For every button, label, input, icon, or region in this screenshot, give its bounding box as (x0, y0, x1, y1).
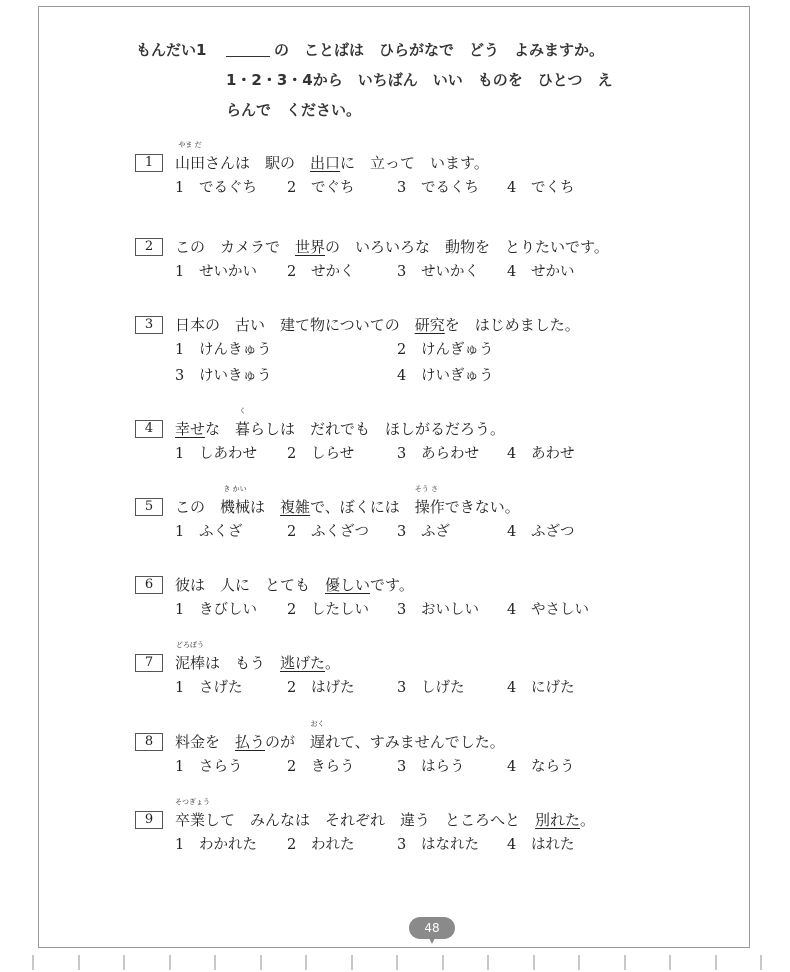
ruby-word (220, 485, 251, 518)
stem-text: れて、すみませんでした。 (325, 733, 505, 751)
stem-text: な (205, 420, 236, 438)
stem-text: らしは だれでも ほしがるだろう。 (250, 420, 506, 438)
ruby-base: 遅 (310, 733, 326, 751)
instruction-line-2: 1・2・3・4から いちばん いい ものを ひとつ え (226, 71, 613, 89)
underlined-target-word: 別れた (535, 811, 581, 829)
option-text: わかれた (199, 837, 257, 853)
options-row (135, 260, 695, 284)
answer-option-2[interactable] (287, 520, 369, 541)
option-text: あらわせ (421, 446, 479, 462)
options-row (135, 676, 695, 700)
option-number: 4 (397, 368, 407, 384)
option-text: でぐち (311, 180, 355, 196)
answer-option-4[interactable] (507, 755, 575, 776)
question-number-box: 2 (135, 238, 163, 256)
option-number: 2 (287, 680, 297, 696)
option-number: 1 (175, 759, 185, 775)
tick-mark (624, 955, 626, 970)
option-text: きらう (311, 759, 355, 775)
option-number: 4 (507, 446, 517, 462)
ruby-base: 機械 (220, 498, 251, 516)
ruby-word (310, 720, 326, 753)
option-number: 1 (175, 524, 185, 540)
stem-text: この (175, 498, 221, 516)
tick-mark (487, 955, 489, 970)
option-text: けいきゅう (199, 368, 272, 384)
option-text: きびしい (199, 602, 257, 618)
furigana: おく (310, 720, 325, 728)
option-text: せいかく (421, 264, 479, 280)
ruby-word (175, 141, 206, 174)
instructions (136, 35, 656, 125)
option-text: でるぐち (199, 180, 257, 196)
ruby-base: 泥棒 (175, 654, 206, 672)
question-stem (175, 574, 414, 596)
option-text: でくち (531, 180, 575, 196)
question-line (135, 720, 695, 753)
question-2 (135, 236, 695, 284)
question-line (135, 485, 695, 518)
instruction-line-1 (136, 35, 656, 65)
option-text: しらせ (311, 446, 355, 462)
answer-option-1[interactable] (175, 442, 257, 463)
options-row (135, 833, 695, 857)
option-text: ふざ (421, 524, 450, 540)
answer-option-3[interactable] (397, 598, 479, 619)
answer-option-3[interactable] (397, 442, 479, 463)
option-number: 4 (507, 837, 517, 853)
option-text: ふくざつ (311, 524, 369, 540)
stem-text: 料金を (175, 733, 236, 751)
option-number: 2 (287, 524, 297, 540)
tick-mark (305, 955, 307, 970)
furigana: き かい (223, 485, 247, 493)
question-stem (175, 407, 506, 440)
question-line (135, 236, 695, 258)
question-stem (175, 720, 505, 753)
tick-mark (214, 955, 216, 970)
tick-mark (123, 955, 125, 970)
option-number: 2 (287, 264, 297, 280)
option-text: あわせ (531, 446, 575, 462)
tick-mark (760, 955, 762, 970)
question-6 (135, 574, 695, 622)
answer-option-1[interactable] (175, 755, 243, 776)
tick-mark (442, 955, 444, 970)
answer-option-1[interactable] (175, 598, 257, 619)
option-text: けいぎゅう (421, 368, 494, 384)
tick-mark (578, 955, 580, 970)
option-text: ならう (531, 759, 575, 775)
option-number: 2 (287, 759, 297, 775)
ruby-base: 暮 (235, 420, 251, 438)
stem-text: です。 (370, 576, 414, 594)
furigana: どろぼう (176, 641, 204, 649)
stem-text: は もう (205, 654, 281, 672)
question-number-box: 1 (135, 154, 163, 172)
option-number: 3 (397, 602, 407, 618)
question-number-box: 7 (135, 654, 163, 672)
stem-text: で、ぼくには (310, 498, 415, 516)
question-number-box: 4 (135, 420, 163, 438)
answer-option-4[interactable] (397, 364, 494, 385)
tick-mark (78, 955, 80, 970)
stem-text: 彼は 人に とても (175, 576, 326, 594)
ruby-base: 卒業 (175, 811, 206, 829)
page-number-badge: 48 (409, 917, 455, 939)
question-9 (135, 798, 695, 857)
underlined-target-word: 逃げた (280, 654, 326, 672)
ruby-base: 山田 (175, 154, 206, 172)
stem-text: を はじめました。 (444, 316, 580, 334)
option-text: さげた (199, 680, 243, 696)
tick-mark (715, 955, 717, 970)
answer-option-2[interactable] (287, 755, 355, 776)
underlined-target-word: 研究 (414, 316, 445, 334)
answer-option-4[interactable] (507, 176, 575, 197)
question-stem (175, 141, 489, 174)
answer-option-1[interactable] (175, 833, 257, 854)
option-number: 2 (287, 180, 297, 196)
underlined-target-word: 複雑 (280, 498, 311, 516)
tick-mark (669, 955, 671, 970)
option-number: 2 (397, 342, 407, 358)
option-number: 1 (175, 680, 185, 696)
answer-option-3[interactable] (175, 364, 272, 385)
option-text: さらう (199, 759, 243, 775)
tick-mark (396, 955, 398, 970)
option-text: やさしい (531, 602, 589, 618)
stem-text: 作できない。 (429, 498, 520, 516)
question-stem (175, 314, 580, 336)
stem-text: さんは 駅の (205, 154, 311, 172)
option-number: 4 (507, 759, 517, 775)
instruction-line-3: らんで ください。 (226, 101, 362, 119)
stem-text: 。 (325, 654, 341, 672)
option-number: 3 (175, 368, 185, 384)
answer-option-1[interactable] (175, 176, 257, 197)
option-number: 4 (507, 524, 517, 540)
answer-option-3[interactable] (397, 260, 479, 281)
question-line (135, 407, 695, 440)
stem-text: に 立って います。 (340, 154, 489, 172)
option-text: けんぎゅう (421, 342, 494, 358)
option-text: はれた (531, 837, 575, 853)
question-8 (135, 720, 695, 779)
option-text: ふくざ (199, 524, 243, 540)
answer-option-4[interactable] (507, 676, 575, 697)
question-stem (175, 236, 609, 258)
option-number: 1 (175, 837, 185, 853)
tick-mark (169, 955, 171, 970)
ruby-base: 操 (414, 498, 430, 516)
tick-mark (533, 955, 535, 970)
question-5 (135, 485, 695, 544)
furigana: やま だ (178, 141, 202, 149)
option-number: 1 (175, 342, 185, 358)
question-line (135, 798, 695, 831)
answer-option-3[interactable] (397, 176, 479, 197)
option-text: せいかい (199, 264, 257, 280)
answer-option-2[interactable] (287, 442, 354, 463)
options-row (135, 442, 695, 466)
tick-mark (260, 955, 262, 970)
question-number-box: 6 (135, 576, 163, 594)
answer-option-2[interactable] (287, 176, 355, 197)
option-text: したしい (311, 602, 369, 618)
answer-option-4[interactable] (507, 442, 575, 463)
answer-option-2[interactable] (397, 338, 494, 359)
furigana: そつぎょう (175, 798, 210, 806)
question-line (135, 574, 695, 596)
option-text: しあわせ (199, 446, 257, 462)
answer-option-3[interactable] (397, 833, 479, 854)
option-number: 3 (397, 180, 407, 196)
underlined-target-word: 幸せ (175, 420, 206, 438)
option-text: われた (311, 837, 355, 853)
option-number: 3 (397, 680, 407, 696)
question-line (135, 314, 695, 336)
option-number: 4 (507, 180, 517, 196)
ruby-word (414, 485, 438, 518)
question-number-box: 8 (135, 733, 163, 751)
stem-text: 。 (580, 811, 596, 829)
answer-option-2[interactable] (287, 833, 355, 854)
tick-mark (351, 955, 353, 970)
tick-mark (32, 955, 34, 970)
stem-text: して みんなは それぞれ 違う ところへと (205, 811, 536, 829)
answer-option-1[interactable] (175, 260, 257, 281)
answer-option-1[interactable] (175, 338, 272, 359)
question-stem (175, 641, 341, 674)
question-1 (135, 141, 695, 200)
answer-option-3[interactable] (397, 755, 465, 776)
option-text: おいしい (421, 602, 479, 618)
option-text: にげた (531, 680, 575, 696)
question-4 (135, 407, 695, 466)
option-number: 1 (175, 446, 185, 462)
instruction-text-1: の ことばは ひらがなで どう よみますか。 (274, 41, 605, 59)
ruby-word (175, 641, 206, 674)
question-7 (135, 641, 695, 700)
ruby-word (175, 798, 210, 831)
question-number-box: 5 (135, 498, 163, 516)
furigana: そう さ (414, 485, 438, 493)
ruby-word (235, 407, 251, 440)
options-row (135, 364, 695, 388)
option-number: 3 (397, 524, 407, 540)
question-line (135, 141, 695, 174)
option-number: 2 (287, 837, 297, 853)
answer-option-1[interactable] (175, 520, 243, 541)
stem-text: 日本の 古い 建て物についての (175, 316, 415, 334)
option-number: 1 (175, 602, 185, 618)
worksheet-page (38, 6, 750, 948)
option-number: 4 (507, 264, 517, 280)
options-row (135, 176, 695, 200)
option-text: けんきゅう (199, 342, 272, 358)
option-text: でるくち (421, 180, 479, 196)
underlined-target-word: 出口 (310, 154, 341, 172)
option-number: 1 (175, 264, 185, 280)
option-text: はげた (311, 680, 355, 696)
option-number: 2 (287, 446, 297, 462)
underlined-target-word: 世界 (295, 238, 326, 256)
question-line (135, 641, 695, 674)
question-3 (135, 314, 695, 388)
option-number: 3 (397, 837, 407, 853)
underlined-target-word: 優しい (325, 576, 371, 594)
answer-option-4[interactable] (507, 598, 589, 619)
option-text: はらう (421, 759, 465, 775)
blank-marker (226, 42, 270, 57)
question-stem (175, 485, 520, 518)
answer-option-2[interactable] (287, 598, 369, 619)
stem-text: この カメラで (175, 238, 296, 256)
option-number: 3 (397, 446, 407, 462)
stem-text: は (250, 498, 281, 516)
options-row (135, 338, 695, 362)
answer-option-3[interactable] (397, 520, 450, 541)
answer-option-1[interactable] (175, 676, 243, 697)
underlined-target-word: 払う (235, 733, 266, 751)
answer-option-4[interactable] (507, 833, 575, 854)
option-number: 4 (507, 680, 517, 696)
question-stem (175, 798, 596, 831)
question-number-box: 9 (135, 811, 163, 829)
option-text: ふざつ (531, 524, 575, 540)
answer-option-4[interactable] (507, 520, 575, 541)
answer-option-4[interactable] (507, 260, 575, 281)
section-label: もんだい1 (136, 41, 207, 59)
option-number: 2 (287, 602, 297, 618)
option-text: はなれた (421, 837, 479, 853)
answer-option-3[interactable] (397, 676, 465, 697)
option-number: 1 (175, 180, 185, 196)
question-number-box: 3 (135, 316, 163, 334)
option-number: 3 (397, 759, 407, 775)
options-row (135, 598, 695, 622)
option-text: しげた (421, 680, 465, 696)
option-text: せかい (531, 264, 575, 280)
options-row (135, 520, 695, 544)
answer-option-2[interactable] (287, 676, 355, 697)
answer-option-2[interactable] (287, 260, 355, 281)
furigana: く (239, 407, 247, 415)
option-number: 3 (397, 264, 407, 280)
option-number: 4 (507, 602, 517, 618)
option-text: せかく (311, 264, 355, 280)
stem-text: のが (265, 733, 311, 751)
options-row (135, 755, 695, 779)
stem-text: の いろいろな 動物を とりたいです。 (325, 238, 609, 256)
bottom-tick-strip (0, 955, 790, 971)
